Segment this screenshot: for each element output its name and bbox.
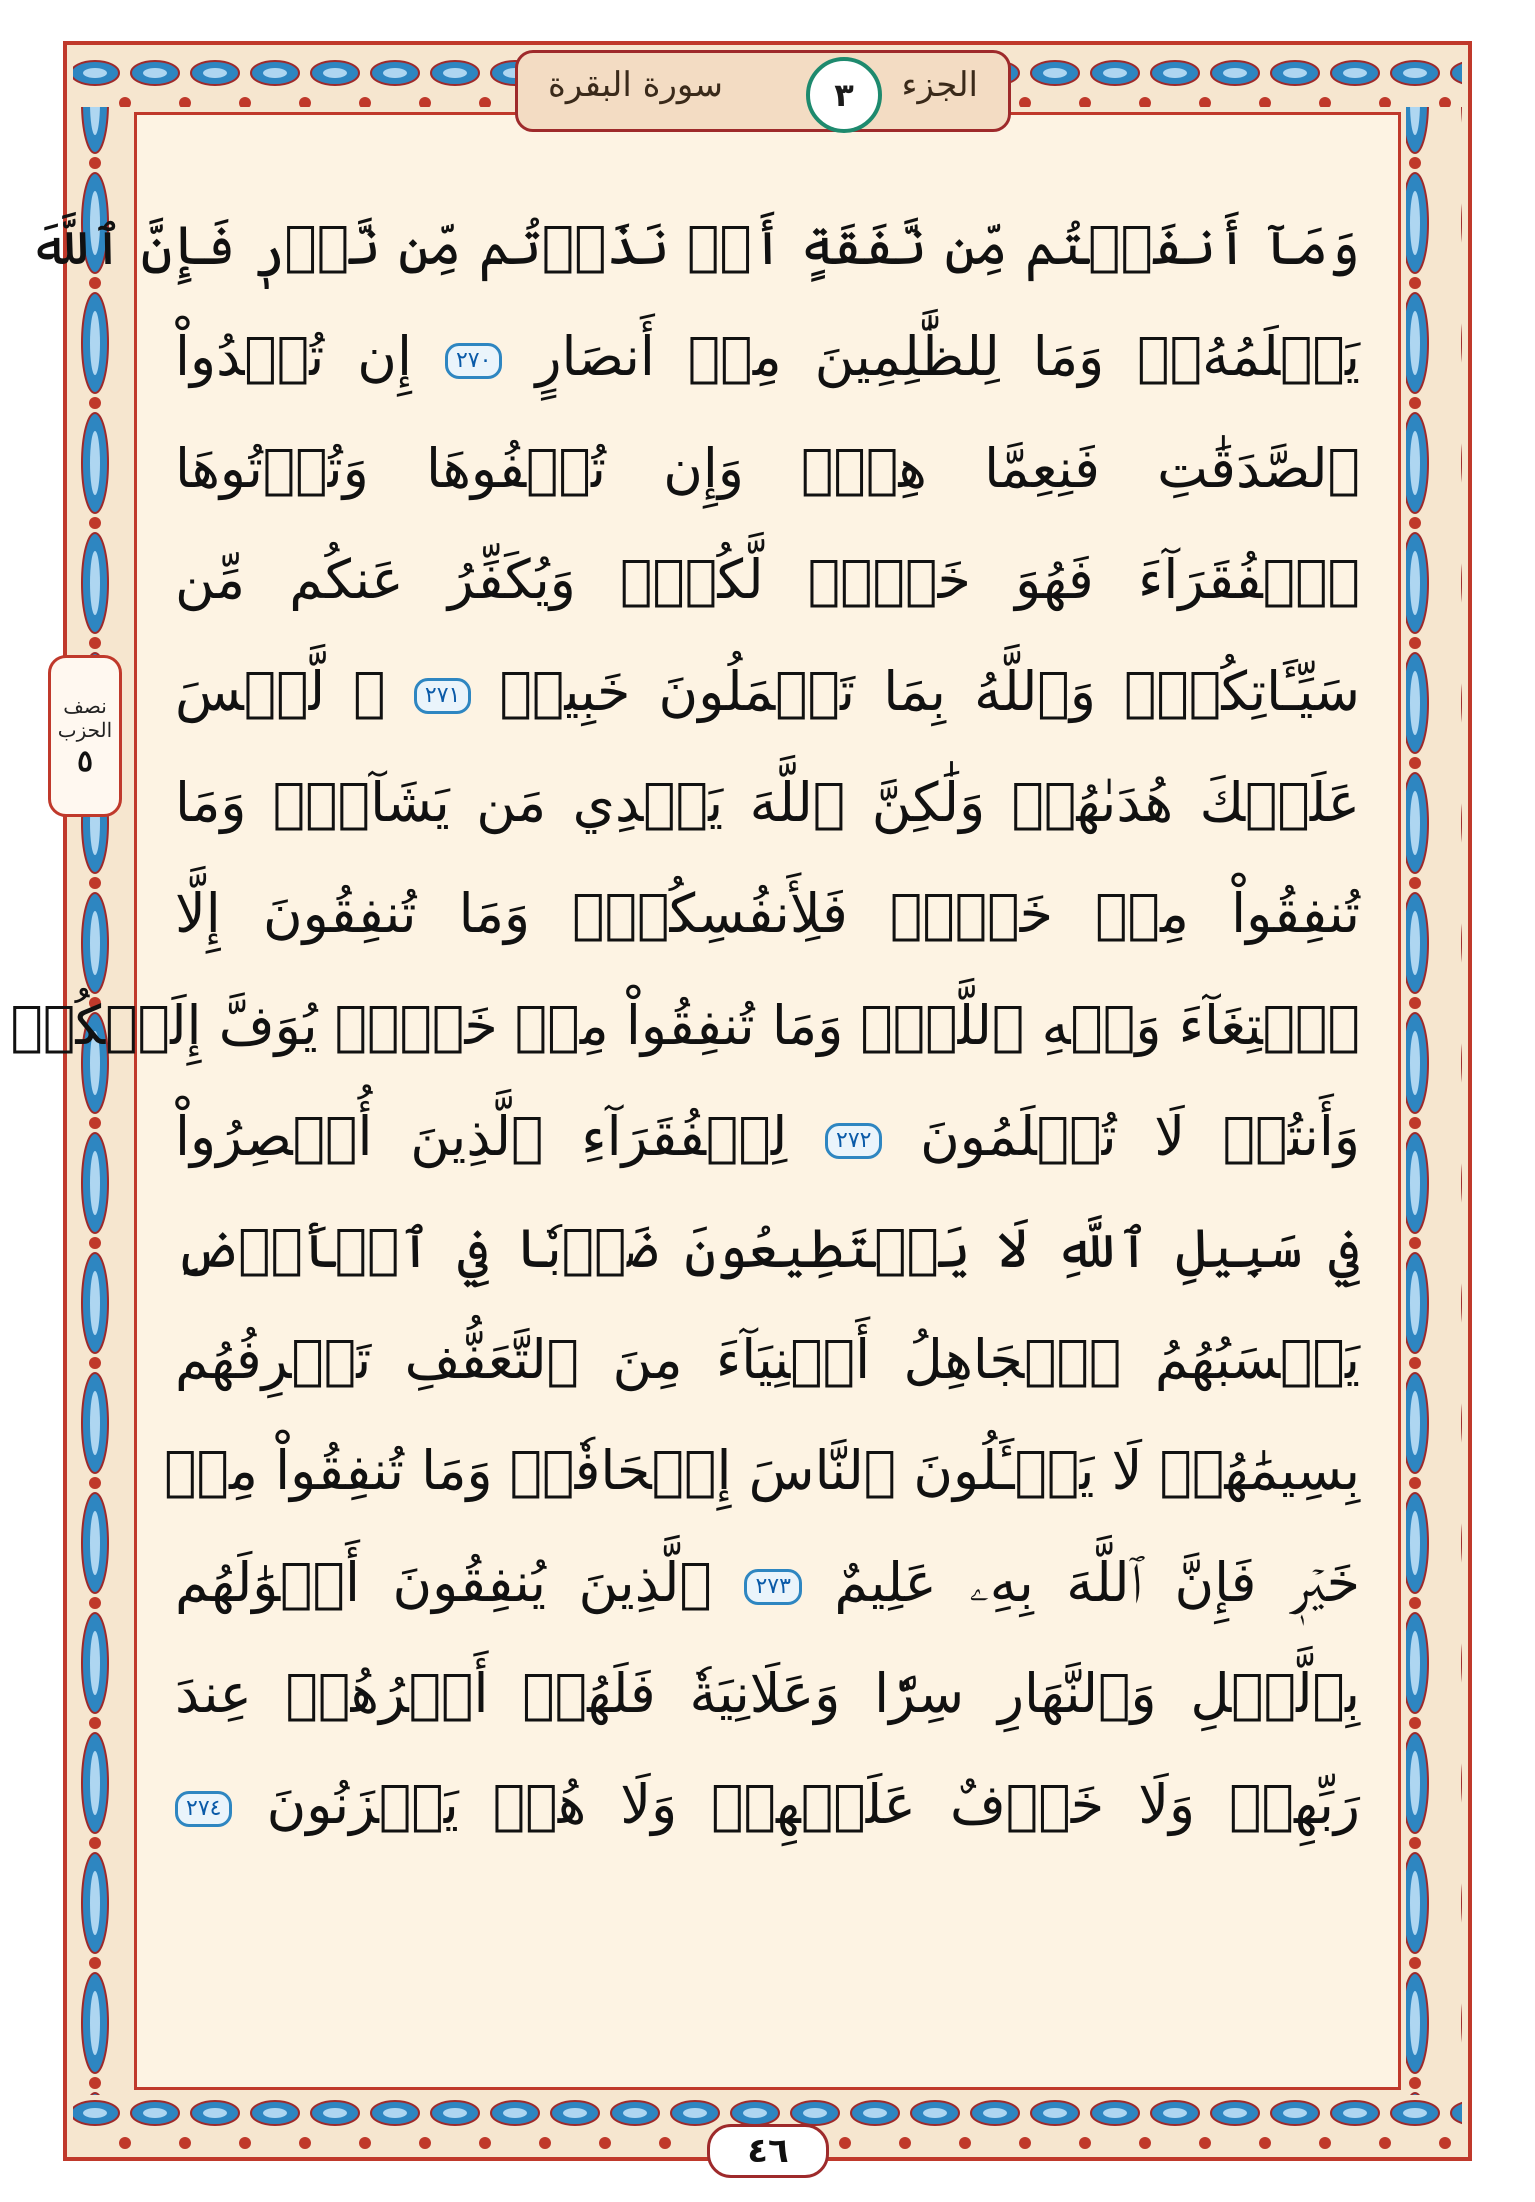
line-text: يَحۡسَبُهُمُ ٱلۡجَاهِلُ أَغۡنِيَآءَ مِنَ ٱلتَّعَفُّفِ تَعۡرِفُهُم (175, 1327, 1360, 1391)
text-line (175, 1081, 1360, 1192)
text-line (175, 1527, 1360, 1638)
line-text: تُنفِقُواْ مِنۡ خَيۡرٖ فَلِأَنفُسِكُمۡۚ وَمَا تُنفِقُونَ إِلَّا (175, 882, 1360, 946)
text-line (175, 858, 1360, 969)
ayah-number-marker: ٢٧٤ (175, 1791, 232, 1827)
hizb-label-1: نصف (63, 694, 107, 718)
text-line (175, 636, 1360, 747)
text-line (175, 747, 1360, 858)
text-line (164, 1415, 1360, 1526)
text-line (175, 413, 1360, 524)
line-text-after: ۞ لَّيۡسَ (175, 659, 386, 723)
line-text-after: ٱلَّذِينَ يُنفِقُونَ أَمۡوَٰلَهُم (175, 1550, 712, 1614)
line-text-after: لِلۡفُقَرَآءِ ٱلَّذِينَ أُحۡصِرُواْ (175, 1105, 788, 1169)
text-line (175, 1304, 1360, 1415)
text-line (28, 190, 1360, 301)
line-text: ٱبۡتِغَآءَ وَجۡهِ ٱللَّهِۚ وَمَا تُنفِقُواْ مِنۡ خَيۡرٖ يُوَفَّ إِلَيۡكُمۡ (10, 993, 1360, 1057)
hizb-label-2: الحزب (57, 718, 113, 742)
line-text: عَلَيۡكَ هُدَىٰهُمۡ وَلَٰكِنَّ ٱللَّهَ يَهۡدِي مَن يَشَآءُۗ وَمَا (175, 770, 1360, 834)
text-line (10, 970, 1360, 1081)
line-text: بِٱلَّيۡلِ وَٱلنَّهَارِ سِرّٗا وَعَلَانِيَةٗ فَلَهُمۡ أَجۡرُهُمۡ عِندَ (175, 1662, 1360, 1726)
ayah-number-marker: ٢٧٠ (445, 343, 502, 379)
surah-name: سورة البقرة (548, 65, 723, 105)
line-text: فِي سَبِيلِ ٱللَّهِ لَا يَسۡتَطِيعُونَ ضَرۡبٗا فِي ٱلۡأَرۡضِ (175, 1216, 1360, 1280)
page-header (515, 50, 1011, 132)
text-line (175, 524, 1360, 635)
text-line (175, 1749, 1360, 1860)
line-text: ٱلۡفُقَرَآءَ فَهُوَ خَيۡرٞ لَّكُمۡۚ وَيُكَفِّرُ عَنكُم مِّن (175, 548, 1360, 612)
juz-number-badge: ٣ (806, 57, 882, 133)
text-line (175, 1193, 1360, 1304)
page-number: ٤٦ (707, 2124, 829, 2178)
line-text-after: إِن تُبۡدُواْ (175, 325, 412, 389)
ayah-number-marker: ٢٧٢ (825, 1123, 882, 1159)
line-text: رَبِّهِمۡ وَلَا خَوۡفٌ عَلَيۡهِمۡ وَلَا هُمۡ يَحۡزَنُونَ (266, 1773, 1361, 1837)
line-text: وَأَنتُمۡ لَا تُظۡلَمُونَ (920, 1105, 1360, 1169)
line-text: يَعۡلَمُهُۥۗ وَمَا لِلظَّٰلِمِينَ مِنۡ أَنصَارٍ (535, 325, 1360, 389)
hizb-marker (48, 655, 122, 817)
line-text: بِسِيمَٰهُمۡ لَا يَسۡـَٔلُونَ ٱلنَّاسَ إِلۡحَافٗاۗ وَمَا تُنفِقُواْ مِنۡ (164, 1439, 1360, 1503)
text-line (175, 1638, 1360, 1749)
juz-label: الجزء (901, 65, 978, 105)
line-text: خَيۡرٖ فَإِنَّ ٱللَّهَ بِهِۦ عَلِيمٌ (834, 1550, 1361, 1614)
text-line (175, 301, 1360, 412)
line-text: سَيِّـَٔاتِكُمۡۗ وَٱللَّهُ بِمَا تَعۡمَلُونَ خَبِيرٞ (499, 659, 1360, 723)
line-text: وَمَآ أَنفَقۡتُم مِّن نَّفَقَةٍ أَوۡ نَذَرۡتُم مِّن نَّذۡرٖ فَإِنَّ ٱللَّهَ (28, 214, 1360, 277)
ayah-number-marker: ٢٧١ (414, 678, 471, 714)
ayah-number-marker: ٢٧٣ (744, 1569, 801, 1605)
line-text: ٱلصَّدَقَٰتِ فَنِعِمَّا هِيَۖ وَإِن تُخۡفُوهَا وَتُؤۡتُوهَا (175, 436, 1360, 500)
hizb-number: ٥ (76, 744, 94, 779)
